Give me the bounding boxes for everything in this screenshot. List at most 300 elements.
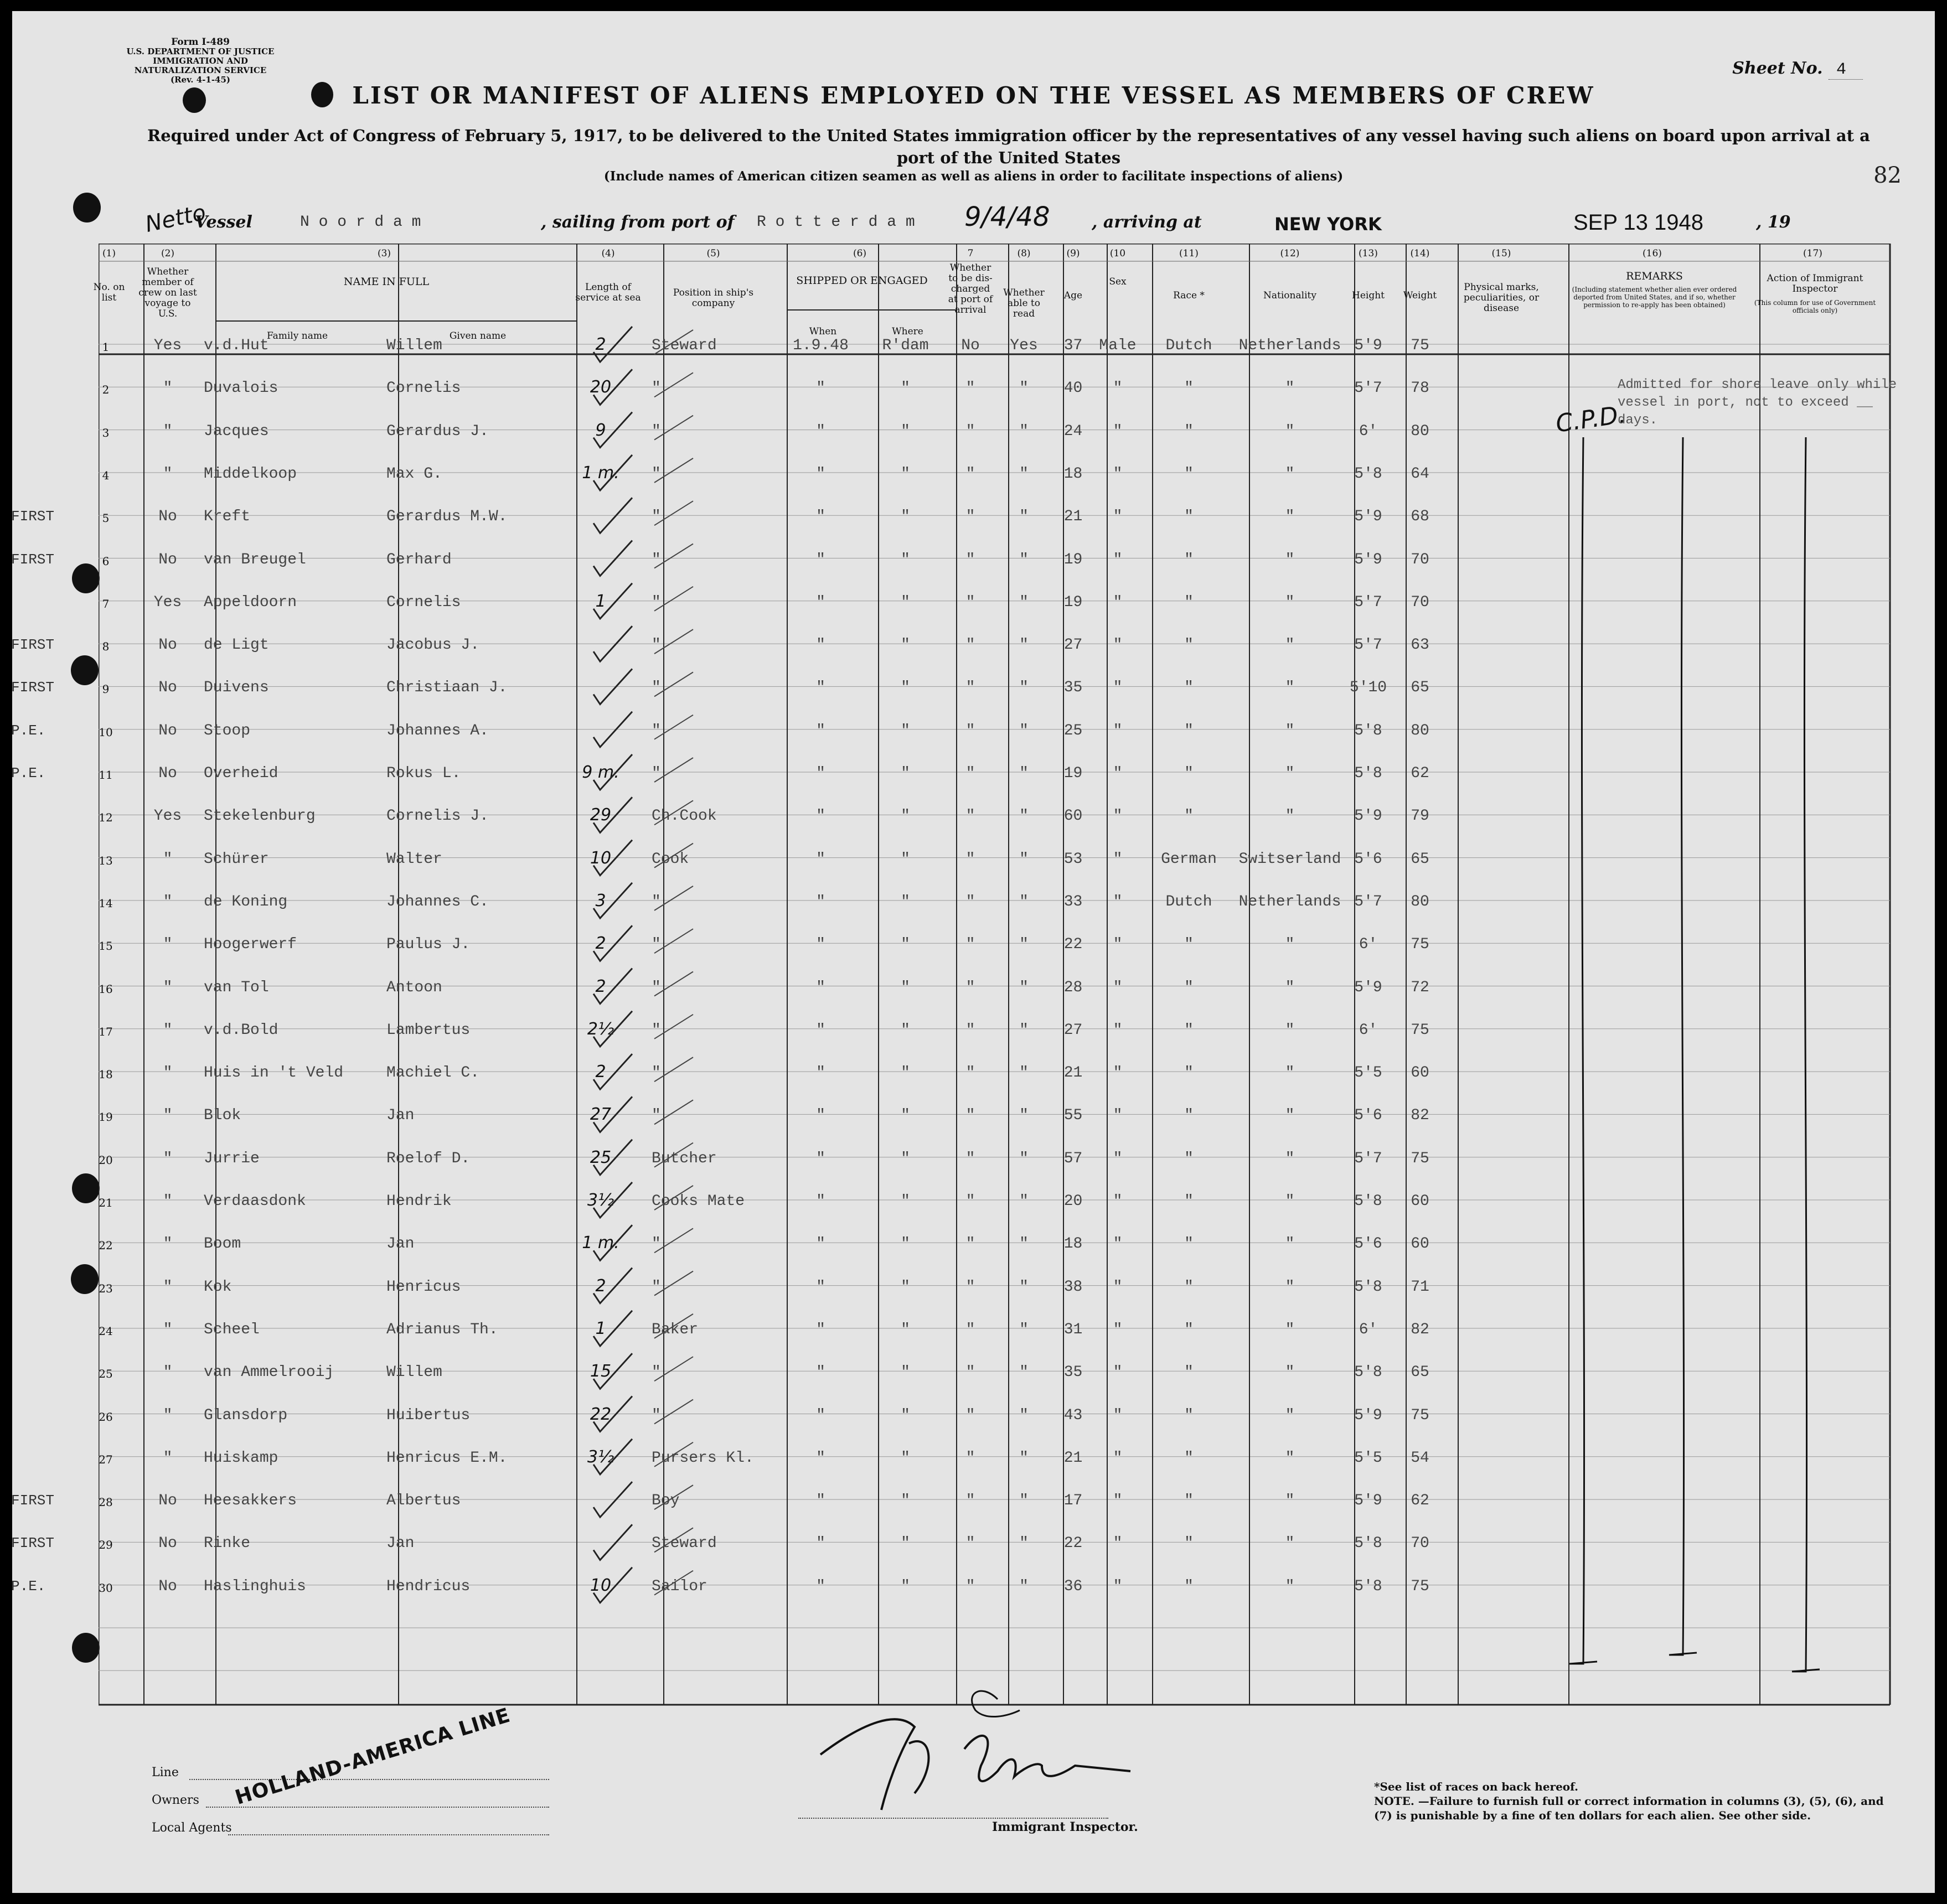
row-number: 3 — [102, 426, 110, 439]
shipped-when: " — [816, 422, 825, 440]
shipped-where: " — [901, 1064, 910, 1082]
height: 6' — [1359, 422, 1378, 440]
able-to-read: " — [1019, 893, 1029, 910]
height: 5'8 — [1354, 1364, 1382, 1382]
service-length: 10 — [590, 1575, 612, 1595]
weight: 65 — [1411, 850, 1429, 868]
nationality: Netherlands — [1238, 337, 1341, 354]
family-name: v.d.Bold — [204, 1021, 278, 1039]
family-name: Duvalois — [204, 380, 278, 397]
shipped-when: " — [816, 508, 825, 526]
family-name: van Breugel — [204, 551, 306, 568]
given-name: Gerardus J. — [386, 422, 489, 440]
height: 5'10 — [1349, 679, 1387, 697]
nationality: " — [1285, 722, 1295, 739]
race: " — [1184, 1449, 1194, 1467]
discharged: " — [965, 1064, 975, 1082]
race: " — [1184, 1364, 1194, 1382]
given-name: Antoon — [386, 979, 442, 996]
height: 5'9 — [1354, 808, 1382, 825]
service-length: 9 — [595, 420, 606, 440]
margin-note: FIRST — [11, 1492, 55, 1509]
shipped-when: " — [816, 722, 825, 739]
header-c14: Weight — [1403, 290, 1437, 301]
family-name: v.d.Hut — [204, 337, 269, 354]
prev-voyage: No — [158, 637, 177, 654]
height: 5'7 — [1354, 1150, 1382, 1167]
nationality: " — [1285, 1492, 1295, 1510]
discharged: " — [965, 380, 975, 397]
height: 5'8 — [1354, 1577, 1382, 1595]
height: 5'7 — [1354, 893, 1382, 910]
column-number: 7 — [967, 248, 974, 259]
nationality: " — [1285, 1406, 1295, 1424]
age: 35 — [1063, 1364, 1083, 1382]
row-number: 13 — [99, 853, 113, 867]
weight: 60 — [1411, 1235, 1429, 1253]
prev-voyage: No — [158, 508, 177, 526]
subtitle-note: (Include names of American citizen seamen as well as aliens in order to facilitate inspections of aliens) — [603, 169, 1344, 184]
nationality: " — [1285, 508, 1295, 526]
remarks-typed: Admitted for shore leave only while vessel in port, not to exceed __ days. — [1618, 377, 1897, 428]
row-number: 28 — [99, 1496, 113, 1509]
family-name: Appeldoorn — [204, 593, 297, 611]
row-number: 8 — [102, 640, 110, 654]
shipped-where: " — [901, 1577, 910, 1595]
column-number: (14) — [1410, 248, 1430, 259]
able-to-read: " — [1019, 551, 1029, 568]
row-number: 4 — [102, 468, 110, 482]
sex: " — [1113, 936, 1123, 954]
age: 27 — [1063, 1021, 1083, 1039]
nationality: " — [1285, 979, 1295, 996]
prev-voyage: " — [163, 850, 173, 868]
margin-note: P.E. — [11, 1577, 46, 1595]
given-name: Christiaan J. — [386, 679, 508, 697]
age: 43 — [1063, 1406, 1083, 1424]
race: " — [1184, 1577, 1194, 1595]
age: 25 — [1063, 722, 1083, 739]
service-length: 2 — [595, 934, 606, 954]
discharged: " — [965, 1193, 975, 1210]
position: " — [652, 1235, 661, 1253]
service-length: 1 m. — [582, 1233, 619, 1253]
height: 5'8 — [1354, 1193, 1382, 1210]
race: " — [1184, 722, 1194, 739]
discharged: " — [965, 850, 975, 868]
nationality: " — [1285, 1064, 1295, 1082]
row-number: 30 — [99, 1581, 113, 1595]
prev-voyage: Yes — [153, 593, 182, 611]
position: Butcher — [652, 1150, 717, 1167]
age: 33 — [1063, 893, 1083, 910]
prev-voyage: " — [163, 1021, 173, 1039]
weight: 60 — [1411, 1193, 1429, 1210]
sex: " — [1113, 850, 1123, 868]
sex: " — [1113, 1278, 1123, 1296]
weight: 65 — [1411, 1364, 1429, 1382]
race: " — [1184, 1492, 1194, 1510]
nationality: " — [1285, 1321, 1295, 1338]
shipped-where: " — [901, 850, 910, 868]
service-length: 1 — [595, 1318, 606, 1338]
height: 5'5 — [1354, 1064, 1382, 1082]
margin-note: P.E. — [11, 765, 46, 782]
sex: " — [1113, 1535, 1123, 1553]
shipped-when: " — [816, 1492, 825, 1510]
discharged: No — [961, 337, 980, 354]
age: 22 — [1063, 1535, 1083, 1553]
punch-hole — [72, 563, 100, 593]
shipped-where: " — [901, 1235, 910, 1253]
sex: " — [1113, 1193, 1123, 1210]
sheet-value: 4 — [1829, 60, 1863, 80]
shipped-when: " — [816, 1321, 825, 1338]
shipped-when: " — [816, 637, 825, 654]
given-name: Cornelis J. — [386, 808, 489, 825]
family-name: de Koning — [204, 893, 288, 910]
nationality: " — [1285, 1449, 1295, 1467]
given-name: Rokus L. — [386, 765, 461, 782]
row-number: 18 — [99, 1068, 113, 1082]
shipped-where: " — [901, 1150, 910, 1167]
header-remarks-sub: (Including statement whether alien ever ordered deported from United States, and if so, whether permission to re-apply has been obtained) — [1572, 286, 1737, 309]
revision: (Rev. 4-1-45) — [170, 75, 231, 85]
position: " — [652, 722, 661, 739]
row-number: 23 — [99, 1281, 113, 1295]
given-name: Gerardus M.W. — [386, 508, 508, 526]
shipped-where: " — [901, 422, 910, 440]
margin-note: FIRST — [11, 551, 55, 568]
family-name: van Ammelrooij — [204, 1364, 334, 1382]
family-name: Kreft — [204, 508, 251, 526]
agents-field — [228, 1834, 549, 1835]
service: IMMIGRATION AND NATURALIZATION SERVICE — [134, 56, 267, 75]
header-remarks: REMARKS — [1626, 270, 1683, 282]
shipped-where: R'dam — [882, 337, 929, 354]
prev-voyage: Yes — [153, 337, 182, 354]
race: German — [1161, 850, 1217, 868]
discharged: " — [965, 422, 975, 440]
sex: " — [1113, 1150, 1123, 1167]
age: 28 — [1063, 979, 1083, 996]
family-name: Jacques — [204, 422, 269, 440]
inspector-signature — [798, 1677, 1153, 1821]
age: 60 — [1063, 808, 1083, 825]
height: 6' — [1359, 1321, 1378, 1338]
age: 20 — [1063, 1193, 1083, 1210]
shipped-when: " — [816, 1021, 825, 1039]
able-to-read: " — [1019, 465, 1029, 483]
given-name: Lambertus — [386, 1021, 471, 1039]
margin-note: FIRST — [11, 1535, 55, 1552]
remarks-handwritten: C.P.D. — [1554, 400, 1628, 438]
weight: 82 — [1411, 1321, 1429, 1338]
race: " — [1184, 1107, 1194, 1125]
shipped-when: " — [816, 765, 825, 782]
age: 31 — [1063, 1321, 1083, 1338]
able-to-read: " — [1019, 508, 1029, 526]
header-action: Action of Immigrant Inspector — [1767, 273, 1863, 294]
able-to-read: " — [1019, 1535, 1029, 1553]
service-length: 2 — [595, 335, 606, 354]
service-length: 22 — [590, 1404, 612, 1424]
shipped-when: 1.9.48 — [793, 337, 849, 354]
service-length: 29 — [590, 805, 612, 825]
height: 5'6 — [1354, 1107, 1382, 1125]
shipped-when: " — [816, 1064, 825, 1082]
able-to-read: " — [1019, 808, 1029, 825]
race: " — [1184, 551, 1194, 568]
age: 40 — [1063, 380, 1083, 397]
weight: 60 — [1411, 1064, 1429, 1082]
given-name: Albertus — [386, 1492, 461, 1510]
nationality: " — [1285, 1107, 1295, 1125]
race: " — [1184, 1064, 1194, 1082]
family-name: Stoop — [204, 722, 251, 739]
shipped-where: " — [901, 551, 910, 568]
service-length: 3 — [595, 891, 606, 910]
able-to-read: " — [1019, 1064, 1029, 1082]
service-length: 2 — [595, 1276, 606, 1296]
age: 21 — [1063, 508, 1083, 526]
height: 5'9 — [1354, 508, 1382, 526]
column-number: (13) — [1359, 248, 1378, 259]
shipped-where: " — [901, 1107, 910, 1125]
height: 5'9 — [1354, 1492, 1382, 1510]
shipped-when: " — [816, 1235, 825, 1253]
race: Dutch — [1165, 893, 1212, 910]
position: " — [652, 593, 661, 611]
header-given-name: Given name — [449, 330, 507, 342]
prev-voyage: No — [158, 679, 177, 697]
prev-voyage: " — [163, 1449, 173, 1467]
column-number: (6) — [853, 248, 867, 259]
line-label: Line — [152, 1766, 179, 1779]
shipped-when: " — [816, 808, 825, 825]
weight: 82 — [1411, 1107, 1429, 1125]
header-name-in-full: NAME IN FULL — [343, 276, 430, 288]
header-where: Where — [892, 326, 923, 337]
subtitle: Required under Act of Congress of February 5, 1917, to be delivered to the United States immigration officer by the representatives of any vessel having such aliens on board upon arrival at a port of the United States — [147, 126, 1870, 167]
age: 22 — [1063, 936, 1083, 954]
column-number: (5) — [706, 248, 720, 259]
header-c12: Nationality — [1263, 290, 1316, 301]
sex: " — [1113, 765, 1123, 782]
height: 5'8 — [1354, 1278, 1382, 1296]
service-length: 1 — [595, 591, 606, 611]
given-name: Cornelis — [386, 593, 461, 611]
position: " — [652, 979, 661, 996]
column-number: (17) — [1803, 248, 1822, 259]
page-title: LIST OR MANIFEST OF ALIENS EMPLOYED ON THE VESSEL AS MEMBERS OF CREW — [352, 82, 1595, 109]
given-name: Adrianus Th. — [386, 1321, 498, 1338]
column-number: (1) — [102, 248, 116, 259]
column-number: (2) — [161, 248, 175, 259]
shipped-where: " — [901, 1406, 910, 1424]
able-to-read: " — [1019, 1449, 1029, 1467]
sex: " — [1113, 979, 1123, 996]
able-to-read: " — [1019, 850, 1029, 868]
given-name: Paulus J. — [386, 936, 471, 954]
prev-voyage: " — [163, 422, 173, 440]
family-name: Jurrie — [204, 1150, 260, 1167]
able-to-read: " — [1019, 722, 1029, 739]
nationality: " — [1285, 1193, 1295, 1210]
sheet-number — [1732, 59, 1863, 79]
year-label: , 19 — [1756, 213, 1791, 232]
shipped-when: " — [816, 979, 825, 996]
header-c15: Physical marks, peculiarities, or disease — [1463, 282, 1540, 314]
row-number: 14 — [99, 896, 113, 910]
port-label: , sailing from port of — [541, 213, 735, 232]
column-number: (8) — [1017, 248, 1031, 259]
weight: 65 — [1411, 679, 1429, 697]
shipped-where: " — [901, 765, 910, 782]
row-number: 17 — [99, 1025, 113, 1038]
able-to-read: " — [1019, 1193, 1029, 1210]
column-number: (4) — [601, 248, 615, 259]
nationality: " — [1285, 679, 1295, 697]
sex: " — [1113, 1577, 1123, 1595]
discharged: " — [965, 979, 975, 996]
sex: " — [1113, 422, 1123, 440]
sex: " — [1113, 551, 1123, 568]
discharged: " — [965, 1449, 975, 1467]
position: " — [652, 1021, 661, 1039]
sex: " — [1113, 1107, 1123, 1125]
owners-label: Owners — [152, 1793, 199, 1807]
able-to-read: " — [1019, 679, 1029, 697]
shipped-where: " — [901, 893, 910, 910]
column-number: (3) — [377, 248, 391, 259]
row-number: 19 — [99, 1110, 113, 1124]
sheet-label: Sheet No. — [1732, 59, 1823, 78]
sex: " — [1113, 1064, 1123, 1082]
discharged: " — [965, 936, 975, 954]
position: " — [652, 936, 661, 954]
race: " — [1184, 1535, 1194, 1553]
race: " — [1184, 637, 1194, 654]
nationality: " — [1285, 1364, 1295, 1382]
position: Boy — [652, 1492, 680, 1510]
shipped-when: " — [816, 1278, 825, 1296]
prev-voyage: " — [163, 1406, 173, 1424]
prev-voyage: No — [158, 1577, 177, 1595]
sex: " — [1113, 1235, 1123, 1253]
punch-hole — [72, 1633, 100, 1663]
prev-voyage: " — [163, 1278, 173, 1296]
family-name: Huis in 't Veld — [204, 1064, 344, 1082]
nationality: " — [1285, 551, 1295, 568]
age: 37 — [1063, 337, 1083, 354]
able-to-read: " — [1019, 1278, 1029, 1296]
sail-date: 9/4/48 — [964, 201, 1050, 232]
header-action-sub: (This column for use of Government officials only) — [1754, 299, 1876, 314]
shipped-when: " — [816, 850, 825, 868]
weight: 70 — [1411, 1535, 1429, 1553]
header-c9: Age — [1063, 290, 1083, 301]
able-to-read: " — [1019, 1577, 1029, 1595]
sex: " — [1113, 808, 1123, 825]
position: Pursers Kl. — [652, 1449, 754, 1467]
weight: 75 — [1411, 1577, 1429, 1595]
able-to-read: " — [1019, 637, 1029, 654]
race: " — [1184, 1278, 1194, 1296]
family-name: Duivens — [204, 679, 269, 697]
punch-hole — [71, 655, 99, 685]
shipped-when: " — [816, 1449, 825, 1467]
discharged: " — [965, 1235, 975, 1253]
header-c10: Sex — [1109, 276, 1127, 287]
weight: 68 — [1411, 508, 1429, 526]
weight: 75 — [1411, 1150, 1429, 1167]
weight: 75 — [1411, 1021, 1429, 1039]
race: " — [1184, 679, 1194, 697]
nationality: " — [1285, 1535, 1295, 1553]
height: 5'7 — [1354, 380, 1382, 397]
age: 18 — [1063, 1235, 1083, 1253]
height: 6' — [1359, 1021, 1378, 1039]
family-name: Haslinghuis — [204, 1577, 306, 1595]
discharged: " — [965, 508, 975, 526]
nationality: " — [1285, 593, 1295, 611]
race: " — [1184, 1235, 1194, 1253]
nationality: " — [1285, 1577, 1295, 1595]
header-c5: Position in ship's company — [673, 287, 754, 309]
discharged: " — [965, 1577, 975, 1595]
shipped-where: " — [901, 722, 910, 739]
weight: 70 — [1411, 593, 1429, 611]
service-length: 25 — [590, 1147, 612, 1167]
sex: " — [1113, 1449, 1123, 1467]
given-name: Walter — [386, 850, 442, 868]
prev-voyage: " — [163, 1107, 173, 1125]
age: 21 — [1063, 1064, 1083, 1082]
height: 5'7 — [1354, 637, 1382, 654]
row-number: 9 — [102, 682, 110, 696]
row-number: 20 — [99, 1153, 113, 1167]
discharged: " — [965, 722, 975, 739]
prev-voyage: " — [163, 936, 173, 954]
age: 18 — [1063, 465, 1083, 483]
prev-voyage: " — [163, 465, 173, 483]
weight: 71 — [1411, 1278, 1429, 1296]
arriving-port: NEW YORK — [1274, 214, 1382, 235]
position: " — [652, 893, 661, 910]
able-to-read: " — [1019, 1492, 1029, 1510]
service-length: 2 — [595, 976, 606, 996]
header-c11: Race * — [1173, 290, 1205, 301]
row-number: 26 — [99, 1410, 113, 1424]
vessel-name: N o o r d a m — [300, 214, 421, 231]
position: " — [652, 1064, 661, 1082]
nationality: Switserland — [1238, 850, 1341, 868]
service-length: 10 — [590, 848, 612, 868]
header-shipped: SHIPPED OR ENGAGED — [796, 275, 928, 287]
position: " — [652, 765, 661, 782]
discharged: " — [965, 1492, 975, 1510]
given-name: Jan — [386, 1535, 415, 1553]
service-length: 1 m. — [582, 463, 619, 483]
prev-voyage: " — [163, 1235, 173, 1253]
height: 5'9 — [1354, 551, 1382, 568]
prev-voyage: " — [163, 893, 173, 910]
able-to-read: " — [1019, 1150, 1029, 1167]
given-name: Jan — [386, 1107, 415, 1125]
sex: " — [1113, 893, 1123, 910]
sex: Male — [1099, 337, 1137, 354]
